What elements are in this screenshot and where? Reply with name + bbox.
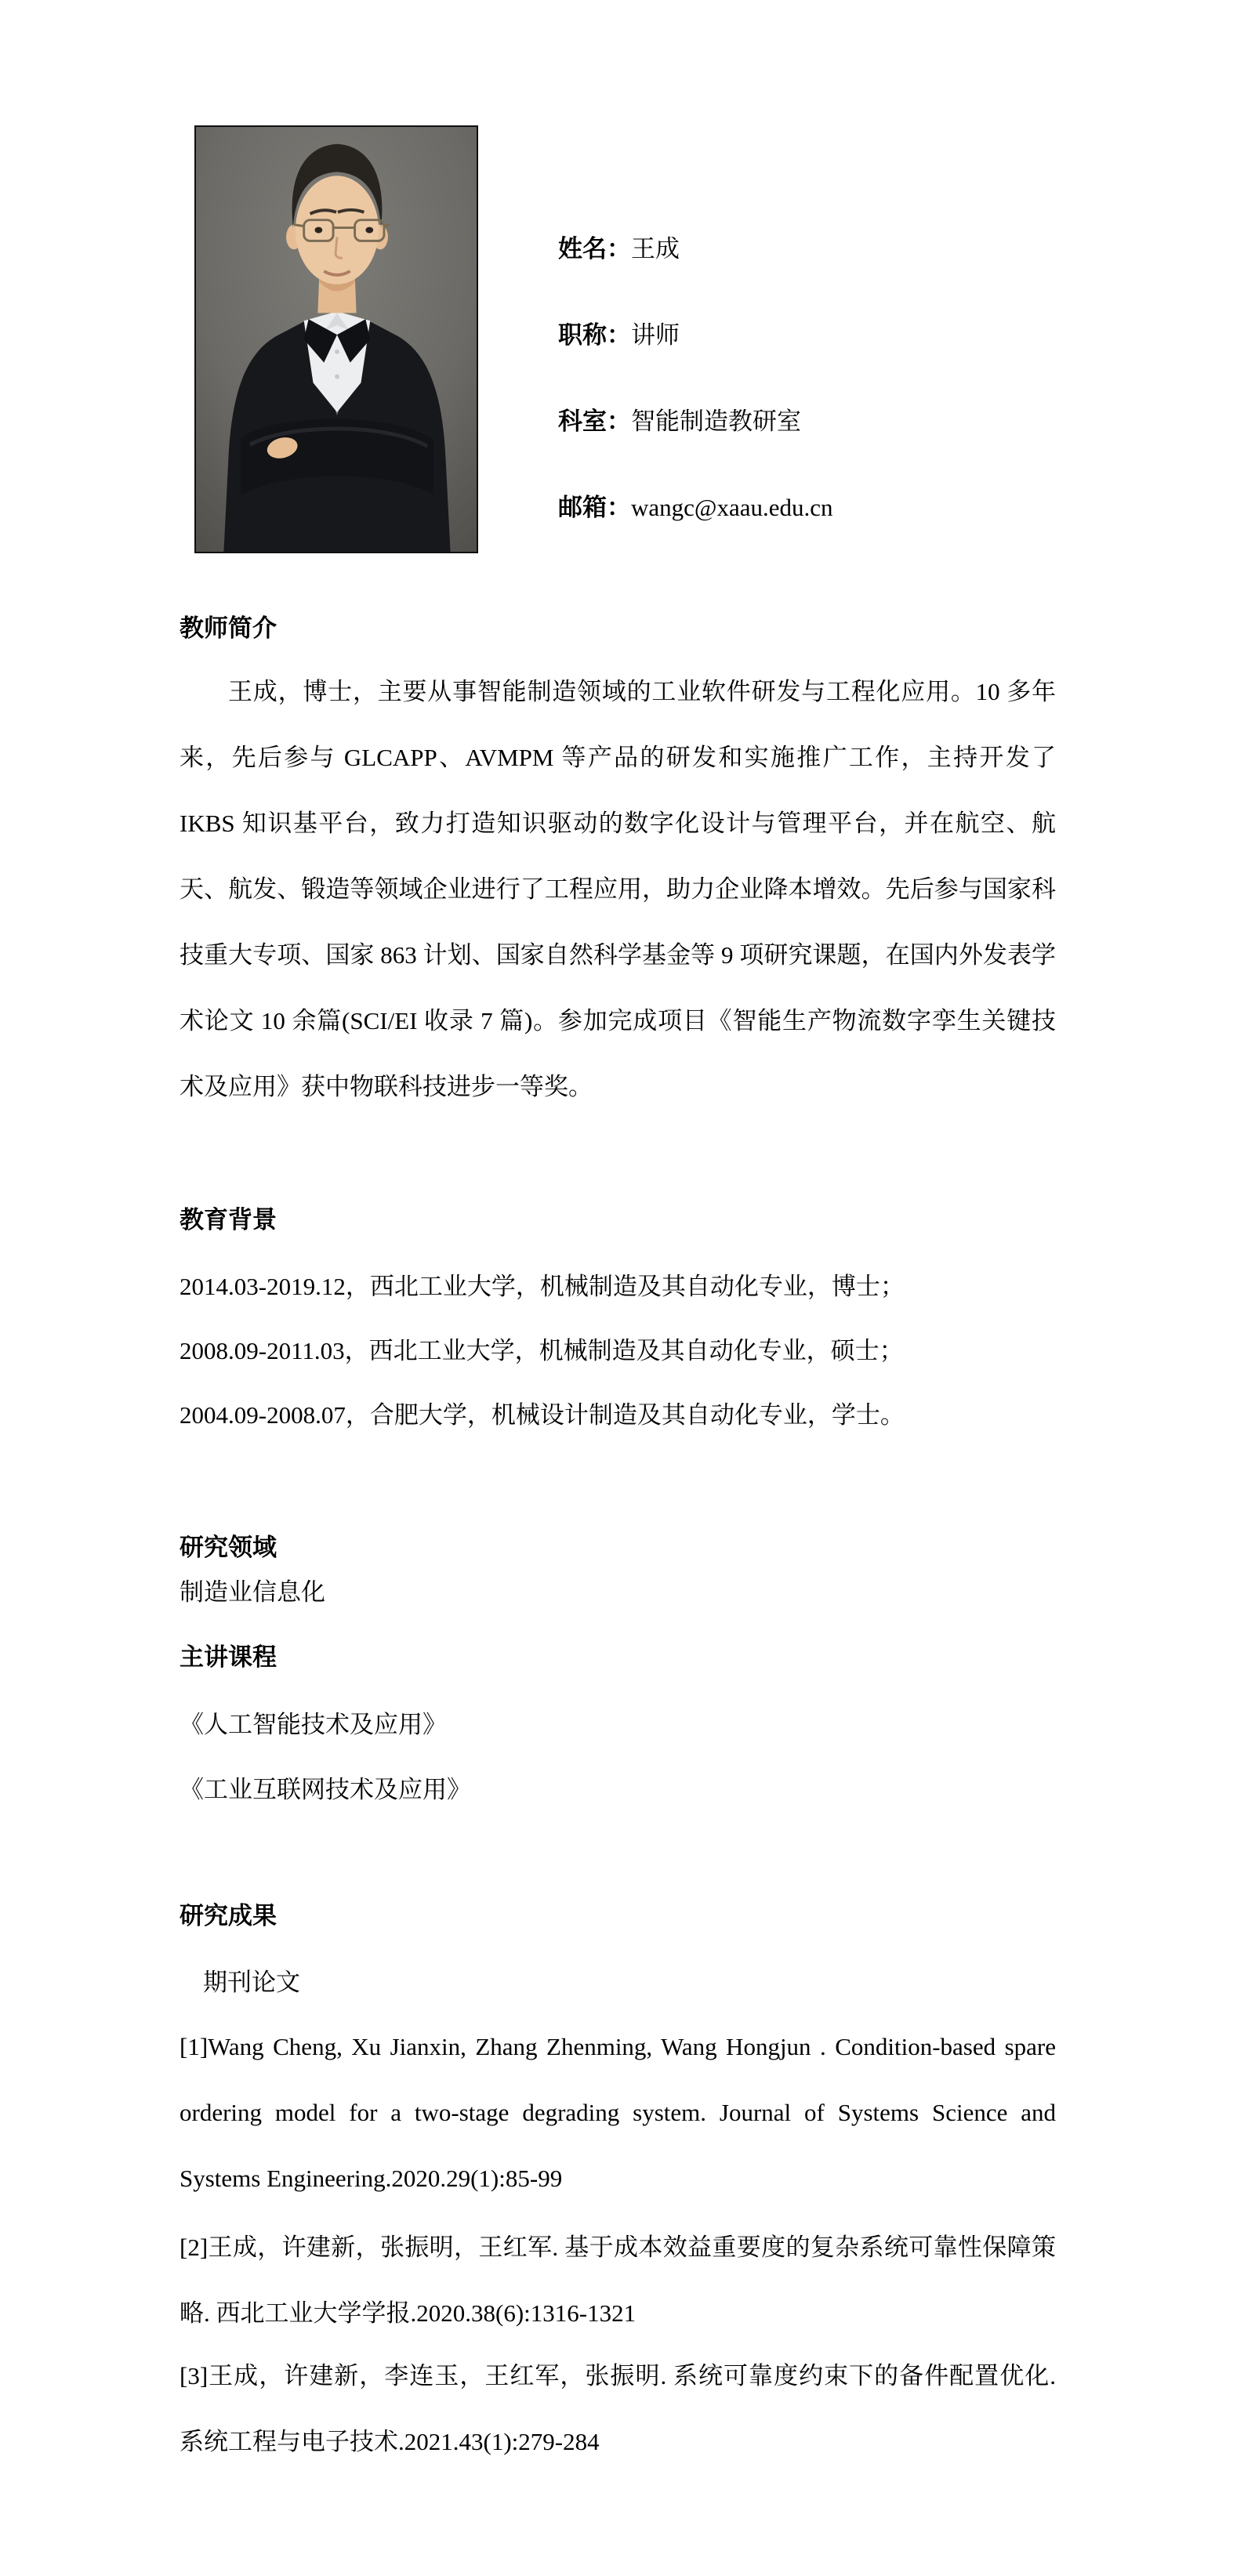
field-value-title: 讲师	[631, 321, 680, 349]
field-value-email: wangc@xaau.edu.cn	[631, 494, 833, 521]
section-heading-achievements: 研究成果	[180, 1902, 277, 1929]
course-list	[180, 1692, 1056, 1822]
field-label-name: 姓名：	[558, 235, 631, 263]
publication-item: [3]王成，许建新，李连玉，王红军，张振明. 系统可靠度约束下的备件配置优化. 系统工程与电子技术.2021.43(1):279-284	[180, 2362, 1056, 2455]
section-heading-education: 教育背景	[180, 1206, 277, 1234]
teacher-photo	[194, 125, 478, 553]
education-list	[180, 1255, 1056, 1447]
education-item: 2014.03-2019.12，西北工业大学，机械制造及其自动化专业，博士；	[180, 1273, 905, 1300]
eye-right	[365, 227, 373, 234]
course-item: 《人工智能技术及应用》	[180, 1711, 447, 1738]
shirt-button	[335, 350, 339, 354]
shirt-button	[335, 375, 339, 379]
research-area-item: 制造业信息化	[180, 1578, 325, 1606]
field-value-name: 王成	[631, 235, 680, 263]
education-item: 2008.09-2011.03，西北工业大学，机械制造及其自动化专业，硕士；	[180, 1337, 904, 1364]
field-label-title: 职称：	[558, 321, 631, 349]
course-item: 《工业互联网技术及应用》	[180, 1776, 471, 1803]
teacher-bio-paragraph: 王成，博士，主要从事智能制造领域的工业软件研发与工程化应用。10 多年来，先后参与 GLCAPP、AVMPM 等产品的研发和实施推广工作，主持开发了 IKBS 知识基平台，致力打造知识驱动的数字化设计与管理平台，并在航空、航天、航发、锻造等领域企业进行了工程应用，助力企业降本增效。先后参与国家科技重大专项、国家 863 计划、国家自然科学基金等 9 项研究课题，在国内外发表学术论文 10 余篇(SCI/EI 收录 7 篇)。参加完成项目《智能生产物流数字孪生关键技术及应用》获中物联科技进步一等奖。	[180, 678, 1056, 1100]
profile-field-name	[558, 229, 680, 264]
section-heading-courses: 主讲课程	[180, 1643, 277, 1671]
portrait-illustration	[196, 127, 477, 552]
profile-field-email	[558, 487, 833, 523]
publication-item: [1]Wang Cheng, Xu Jianxin, Zhang Zhenming, Wang Hongjun . Condition-based spare ordering model for a two-stage degrading system. Journal of Systems Science and Systems Engineering.2020.29(1):85-99	[180, 2033, 1056, 2192]
profile-field-title	[558, 315, 680, 350]
section-heading-teacher-bio: 教师简介	[180, 614, 277, 642]
field-label-department: 科室：	[558, 408, 631, 435]
section-heading-research-areas: 研究领域	[180, 1534, 277, 1561]
field-label-email: 邮箱：	[558, 494, 631, 521]
eye-left	[314, 227, 322, 234]
journal-papers-subheading: 期刊论文	[203, 1969, 300, 1996]
publication-item: [2]王成，许建新，张振明，王红军. 基于成本效益重要度的复杂系统可靠性保障策略. 西北工业大学学报.2020.38(6):1316-1321	[180, 2234, 1056, 2327]
profile-field-department	[558, 401, 801, 437]
education-item: 2004.09-2008.07，合肥大学，机械设计制造及其自动化专业，学士。	[180, 1401, 905, 1429]
field-value-department: 智能制造教研室	[631, 408, 801, 435]
